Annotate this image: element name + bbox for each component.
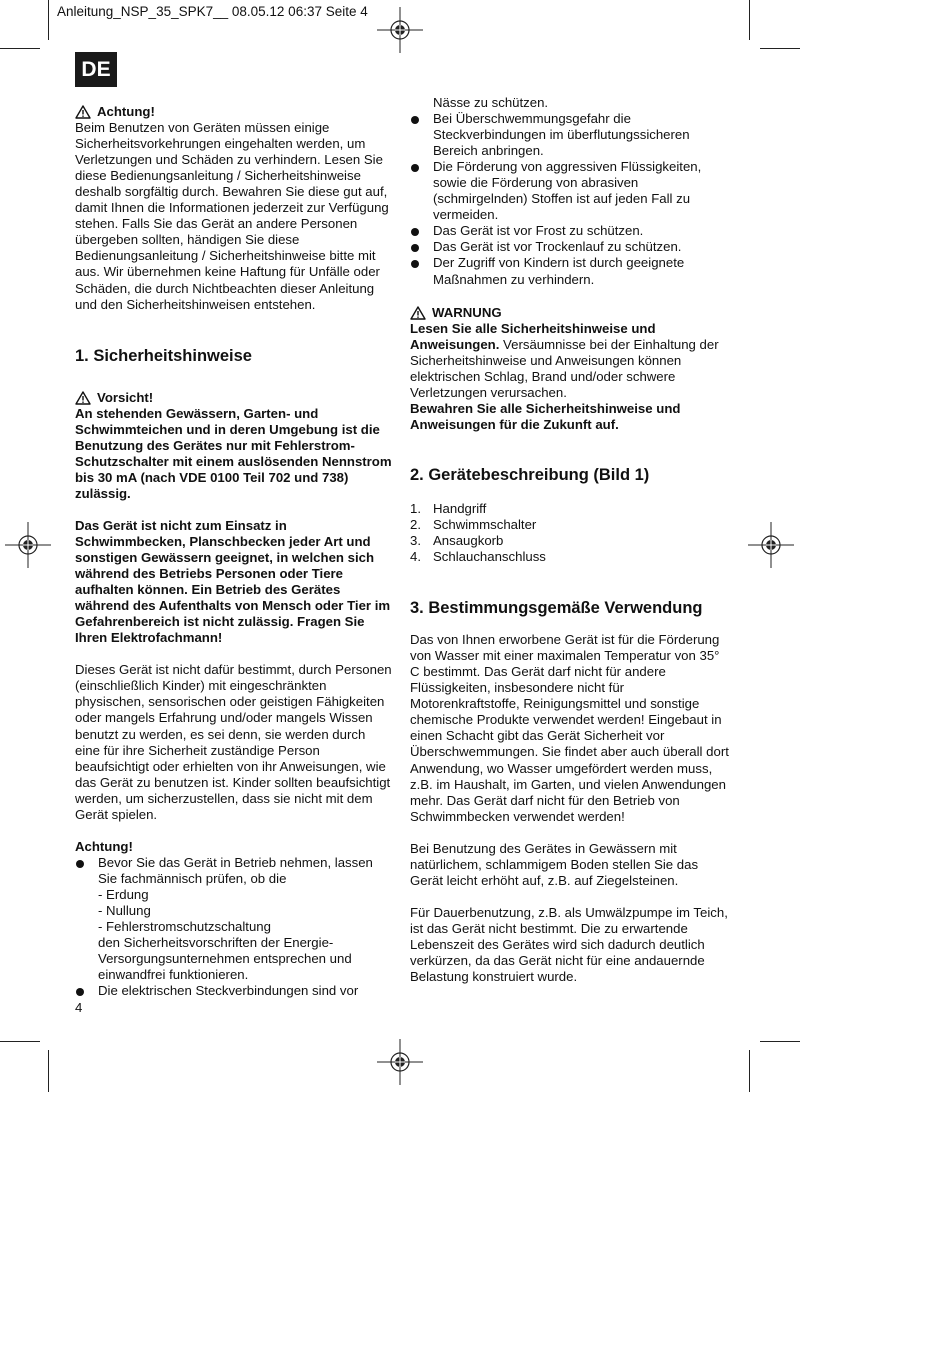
- list-item: Das Gerät ist vor Frost zu schützen.: [410, 223, 730, 239]
- registration-mark-icon: [5, 522, 51, 568]
- language-badge: DE: [75, 52, 117, 87]
- crop-mark: [0, 1041, 40, 1042]
- achtung-heading: Achtung!: [75, 104, 393, 120]
- registration-mark-icon: [377, 7, 423, 53]
- warnung-keep-paragraph: Bewahren Sie alle Sicherheitshinweise und Anweisungen für die Zukunft auf.: [410, 400, 681, 432]
- bullet-icon: [411, 228, 419, 236]
- warning-triangle-icon: [410, 306, 426, 320]
- warning-triangle-icon: [75, 391, 91, 405]
- left-column: [75, 104, 393, 999]
- achtung-bullet-list: [75, 855, 393, 999]
- persons-paragraph: Dieses Gerät ist nicht dafür bestimmt, durch Personen (einschließlich Kinder) mit eingeschränkten physischen, sensorischen oder geistigen Fähigkeiten oder mangels Erfahrung und/oder mangels Wissen benutzt zu werden, es sei denn, sie werden durch eine für ihre Sicherheit zuständige Person beaufsichtigt oder erhielten von ihr Anweisungen, wie das Gerät zu benutzen ist. Kinder sollten beaufsichtigt werden, um sicherzustellen, dass sie nicht mit dem Gerät spielen.: [75, 662, 392, 822]
- section-3-title: 3. Bestimmungsgemäße Verwendung: [410, 599, 703, 618]
- part-item: 4. Schlauchanschluss: [410, 549, 546, 565]
- list-item: Die elektrischen Steckverbindungen sind vor: [75, 983, 393, 999]
- safety-bullet-list: [410, 111, 730, 288]
- vorsicht-heading: Vorsicht!: [75, 390, 393, 406]
- ground-paragraph: Bei Benutzung des Gerätes in Gewässern mit natürlichem, schlammigem Boden stellen Sie das Gerät leicht erhöht auf, z.B. auf Ziegelsteinen.: [410, 840, 699, 888]
- intended-use-paragraph: Das von Ihnen erworbene Gerät ist für die Förderung von Wasser mit einer maximalen Temperatur von 35° C bestimmt. Das Gerät darf nicht für andere Flüssigkeiten, insbesondere nicht für Motorenkraftstoffe, Reinigungsmittel und sonstige chemische Produkte verwendet werden! Eingebaut in einen Schacht gibt das Gerät Sicherheit vor Überschwemmungen. Sie findet aber auch überall dort Anwendung, wo Wasser umgefördert werden muss, z.B. im Haushalt, im Garten, und vielen Anwendungen mehr. Das Gerät darf nicht für den Betrieb von Schwimmbecken verwendet werden!: [410, 632, 729, 824]
- page-number: 4: [75, 1000, 83, 1015]
- list-item: Das Gerät ist vor Trockenlauf zu schützen.: [410, 239, 730, 255]
- vorsicht-paragraph: An stehenden Gewässern, Garten- und Schwimmteichen und in deren Umgebung ist die Benutzung des Gerätes nur mit Fehlerstrom-Schutzschalter mit einem auslösenden Nennstrom bis 30 mA (nach VDE 0100 Teil 702 und 738) zulässig.: [75, 405, 392, 501]
- bullet-icon: [411, 260, 419, 268]
- section-2-title: 2. Gerätebeschreibung (Bild 1): [410, 465, 650, 484]
- section-1-title: 1. Sicherheitshinweise: [75, 346, 252, 365]
- crop-mark: [48, 0, 49, 40]
- list-item: Bei Überschwemmungsgefahr die Steckverbindungen im überflutungssicheren Bereich anbringen.: [410, 111, 730, 159]
- list-item: Bevor Sie das Gerät in Betrieb nehmen, lassen Sie fachmännisch prüfen, ob die - Erdung - Nullung - Fehlerstromschutzschaltung den Sicherheitsvorschriften der Energie-Versorgungsunternehmen entsprechen und einwandfrei funktionieren.: [75, 855, 393, 983]
- part-item: 3. Ansaugkorb: [410, 533, 504, 549]
- warnung-heading: WARNUNG: [410, 305, 730, 321]
- continuous-use-paragraph: Für Dauerbenutzung, z.B. als Umwälzpumpe im Teich, ist das Gerät nicht bestimmt. Die zu erwartende Lebenszeit des Gerätes wird sich dadurch deutlich verkürzen, da das Gerät nicht für eine andauernde Belastung konstruiert wurde.: [410, 904, 728, 985]
- registration-mark-icon: [748, 522, 794, 568]
- bullet-icon: [76, 860, 84, 868]
- bullet-icon: [411, 164, 419, 172]
- achtung-2-heading: Achtung!: [75, 838, 133, 854]
- continued-text: Nässe zu schützen.: [433, 95, 549, 110]
- crop-mark: [0, 48, 40, 49]
- warning-triangle-icon: [75, 105, 91, 119]
- list-item: Die Förderung von aggressiven Flüssigkeiten, sowie die Förderung von abrasiven (schmirgelnden) Stoffen ist auf jeden Fall zu vermeiden.: [410, 159, 730, 223]
- bullet-icon: [76, 988, 84, 996]
- crop-mark: [760, 1041, 800, 1042]
- crop-mark: [760, 48, 800, 49]
- part-item: 2. Schwimmschalter: [410, 516, 537, 532]
- bullet-icon: [411, 116, 419, 124]
- right-column: [410, 95, 730, 985]
- registration-mark-icon: [377, 1039, 423, 1085]
- warnung-paragraph: Lesen Sie alle Sicherheitshinweise und Anweisungen. Versäumnisse bei der Einhaltung der Sicherheitshinweise und Anweisungen können elektrischen Schlag, Brand und/oder schwere Verletzungen verursachen.: [410, 320, 719, 400]
- print-header: Anleitung_NSP_35_SPK7__ 08.05.12 06:37 Seite 4: [57, 4, 368, 19]
- crop-mark: [48, 1050, 49, 1092]
- list-item: Der Zugriff von Kindern ist durch geeignete Maßnahmen zu verhindern.: [410, 255, 730, 287]
- parts-list: [410, 501, 730, 565]
- pool-warning-paragraph: Das Gerät ist nicht zum Einsatz in Schwimmbecken, Planschbecken jeder Art und sonstigen Gewässern geeignet, in welchen sich während des Betriebs Personen oder Tiere aufhalten können. Ein Betrieb des Gerätes während des Aufenthalts von Mensch oder Tier im Gefahrenbereich ist nicht zulässig. Fragen Sie Ihren Elektrofachmann!: [75, 517, 391, 646]
- crop-mark: [749, 1050, 750, 1092]
- part-item: 1. Handgriff: [410, 500, 487, 516]
- bullet-icon: [411, 244, 419, 252]
- crop-mark: [749, 0, 750, 40]
- achtung-paragraph: Beim Benutzen von Geräten müssen einige Sicherheitsvorkehrungen eingehalten werden, um Verletzungen und Schäden zu verhindern. Lesen Sie diese Bedienungsanleitung / Sicherheitshinweise deshalb sorgfältig durch. Bewahren Sie diese gut auf, damit Ihnen die Informationen jederzeit zur Verfügung stehen. Falls Sie das Gerät an andere Personen übergeben sollten, händigen Sie diese Bedienungsanleitung / Sicherheitshinweise bitte mit aus. Wir übernehmen keine Haftung für Unfälle oder Schäden, die durch Nichtbeachten dieser Anleitung und den Sicherheitshinweisen entstehen.: [75, 120, 389, 312]
